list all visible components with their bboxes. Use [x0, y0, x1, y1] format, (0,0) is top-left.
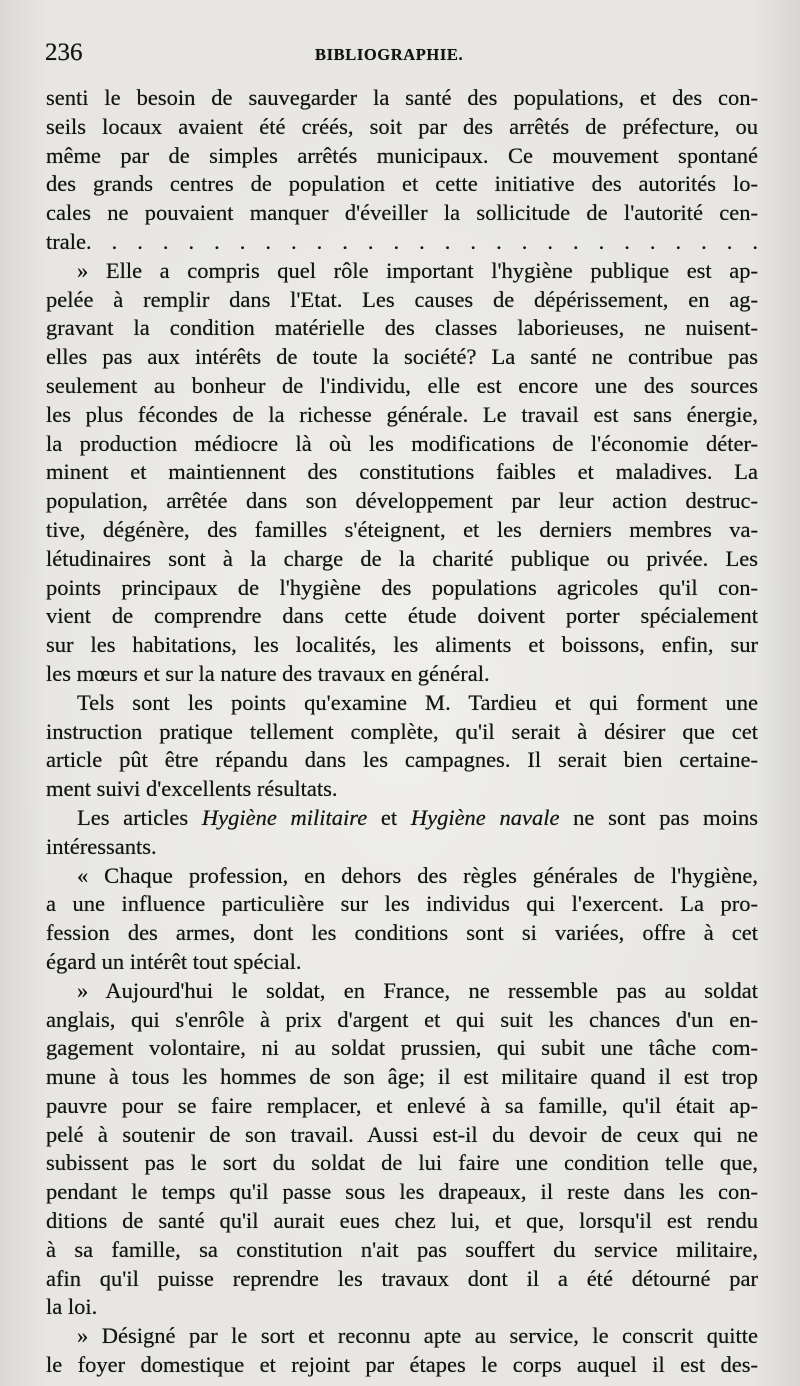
text-line: gagement volontaire, ni au soldat prussien, qui subit une tâche com- — [46, 1035, 758, 1061]
text-line: à sa famille, sa constitution n'ait pas souffert du service militaire, — [46, 1236, 758, 1262]
text-segment: Les articles — [77, 804, 202, 830]
text-line: ment suivi d'excellents résultats. — [46, 776, 338, 802]
paragraph — [46, 257, 758, 689]
text-line: vient de comprendre dans cette étude doivent porter spécialement — [46, 603, 758, 629]
text-segment: ne sont pas moins — [559, 804, 759, 830]
text-line: la production médiocre là où les modifications de l'économie déter- — [46, 430, 758, 456]
text-line: intéressants. — [46, 833, 157, 859]
text-line: mune à tous les hommes de son âge; il est militaire quand il est trop — [46, 1064, 758, 1090]
paragraph — [46, 84, 758, 257]
text-line: pelée à remplir dans l'Etat. Les causes de dépérissement, en ag- — [46, 286, 758, 312]
text-segment: et — [367, 804, 411, 830]
text-line: a une influence particulière sur les individus qui l'exercent. La pro- — [46, 891, 758, 917]
paragraph — [46, 1322, 758, 1380]
text-line: le foyer domestique et rejoint par étapes le corps auquel il est des- — [46, 1352, 758, 1378]
text-line: minent et maintiennent des constitutions faibles et maladives. La — [46, 459, 758, 485]
text-line: pelé à soutenir de son travail. Aussi est-il du devoir de ceux qui ne — [46, 1121, 758, 1147]
page-header — [45, 38, 757, 70]
text-line — [46, 804, 758, 833]
text-line: pendant le temps qu'il passe sous les drapeaux, il reste dans les con- — [46, 1179, 758, 1205]
text-line: gravant la condition matérielle des classes laborieuses, ne nuisent- — [46, 315, 758, 341]
text-line: points principaux de l'hygiène des populations agricoles qu'il con- — [46, 574, 758, 600]
text-line: la loi. — [46, 1294, 98, 1320]
text-line: seulement au bonheur de l'individu, elle est encore une des sources — [46, 372, 758, 398]
text-line: » Désigné par le sort et reconnu apte au service, le conscrit quitte — [77, 1323, 758, 1349]
text-line: Tels sont les points qu'examine M. Tardieu et qui forment une — [77, 689, 758, 715]
paragraph — [46, 689, 758, 804]
text-line: des grands centres de population et cette initiative des autorités lo- — [46, 171, 758, 197]
text-line: population, arrêtée dans son développement par leur action destruc- — [46, 488, 758, 514]
text-line: létudinaires sont à la charge de la charité publique ou privée. Les — [46, 545, 758, 571]
paragraph — [46, 862, 758, 977]
text-line: elles pas aux intérêts de toute la société? La santé ne contribue pas — [46, 344, 758, 370]
page-number: 236 — [45, 39, 83, 66]
text-line: égard un intérêt tout spécial. — [46, 948, 302, 974]
paragraph — [46, 804, 758, 862]
text-line: tive, dégénère, des familles s'éteignent, et les derniers membres va- — [46, 516, 758, 542]
running-head: BIBLIOGRAPHIE. — [315, 45, 464, 64]
italic-title: Hygiène militaire — [201, 804, 368, 830]
text-line: » Elle a compris quel rôle important l'hygiène publique est ap- — [77, 257, 758, 283]
italic-title: Hygiène navale — [410, 804, 560, 830]
text-line: fession des armes, dont les conditions sont si variées, offre à cet — [46, 920, 758, 946]
text-line: senti le besoin de sauvegarder la santé des populations, et des con- — [46, 85, 758, 110]
paragraph — [46, 977, 758, 1323]
text-line: pauvre pour se faire remplacer, et enlevé à sa famille, qu'il était ap- — [46, 1092, 758, 1118]
text-line: instruction pratique tellement complète, qu'il serait à désirer que cet — [46, 718, 758, 744]
text-line: trale. . . . . . . . . . . . . . . . . . . . . . . . . . . — [46, 228, 758, 254]
text-line: » Aujourd'hui le soldat, en France, ne ressemble pas au soldat — [77, 977, 758, 1003]
text-line: les mœurs et sur la nature des travaux en général. — [46, 660, 490, 686]
text-line: cales ne pouvaient manquer d'éveiller la sollicitude de l'autorité cen- — [46, 200, 758, 226]
text-line: seils locaux avaient été créés, soit par des arrêtés de préfecture, ou — [46, 113, 758, 139]
text-line: anglais, qui s'enrôle à prix d'argent et qui suit les chances d'un en- — [46, 1006, 758, 1032]
text-line: « Chaque profession, en dehors des règles générales de l'hygiène, — [77, 862, 758, 888]
text-line: article pût être répandu dans les campagnes. Il serait bien certaine- — [46, 747, 758, 773]
text-line: même par de simples arrêtés municipaux. Ce mouvement spontané — [46, 142, 758, 168]
text-body — [46, 84, 758, 1380]
text-line: subissent pas le sort du soldat de lui faire une condition telle que, — [46, 1150, 758, 1176]
text-line: les plus fécondes de la richesse générale. Le travail est sans énergie, — [46, 401, 758, 427]
text-line: sur les habitations, les localités, les aliments et boissons, enfin, sur — [46, 632, 758, 658]
text-line: ditions de santé qu'il aurait eues chez lui, et que, lorsqu'il est rendu — [46, 1208, 758, 1234]
text-line: afin qu'il puisse reprendre les travaux dont il a été détourné par — [46, 1265, 758, 1291]
